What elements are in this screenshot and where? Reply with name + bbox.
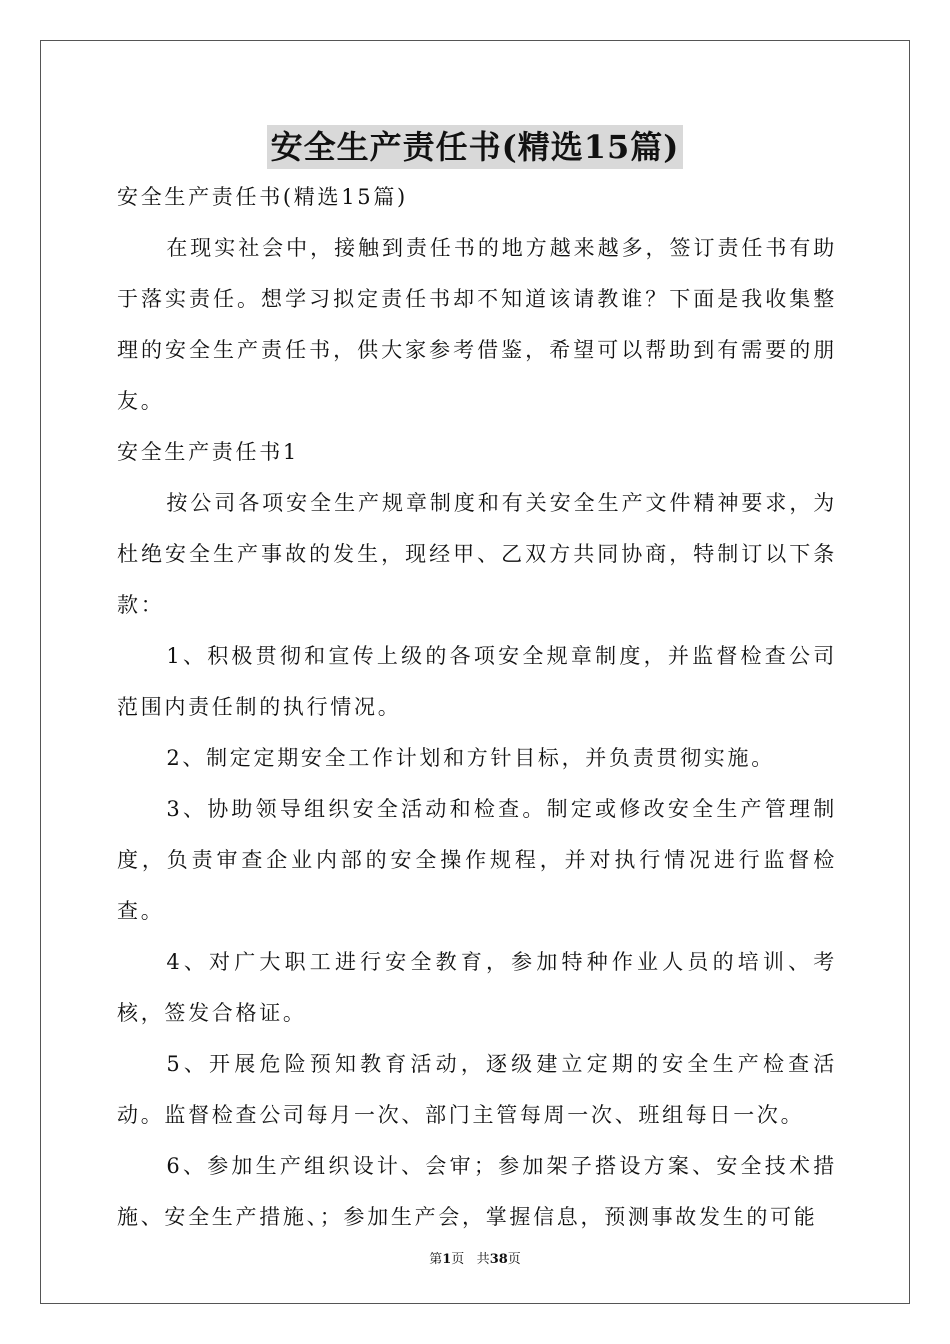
- page-current: 1: [442, 1252, 452, 1267]
- page-footer: [0, 1248, 950, 1267]
- body-paragraph: 2、制定定期安全工作计划和方针目标，并负责贯彻实施。: [166, 746, 775, 770]
- page-total: 38: [489, 1252, 508, 1267]
- document-title: 安全生产责任书(精选15篇): [267, 125, 684, 169]
- body-paragraph: 4、对广大职工进行安全教育，参加特种作业人员的培训、考核，签发合格证。: [117, 950, 837, 1025]
- body-paragraph: 按公司各项安全生产规章制度和有关安全生产文件精神要求，为杜绝安全生产事故的发生，现经甲、乙双方共同协商，特制订以下条款：: [117, 491, 837, 617]
- body-paragraph: 6、参加生产组织设计、会审；参加架子搭设方案、安全技术措施、安全生产措施、；参加生产会，掌握信息，预测事故发生的可能: [117, 1154, 837, 1229]
- section-heading: 安全生产责任书1: [117, 440, 299, 464]
- total-suffix: 页: [507, 1252, 521, 1267]
- intro-paragraph: 在现实社会中，接触到责任书的地方越来越多，签订责任书有助于落实责任。想学习拟定责任书却不知道该请教谁？下面是我收集整理的安全生产责任书，供大家参考借鉴，希望可以帮助到有需要的朋友。: [117, 236, 837, 413]
- title-container: [0, 125, 950, 169]
- body-paragraph: 1、积极贯彻和宣传上级的各项安全规章制度，并监督检查公司范围内责任制的执行情况。: [117, 644, 837, 719]
- body-paragraph: 3、协助领导组织安全活动和检查。制定或修改安全生产管理制度，负责审查企业内部的安全操作规程，并对执行情况进行监督检查。: [117, 797, 837, 923]
- page-suffix: 页: [451, 1252, 465, 1267]
- document-body: [117, 172, 837, 1243]
- body-paragraph: 5、开展危险预知教育活动，逐级建立定期的安全生产检查活动。监督检查公司每月一次、部门主管每周一次、班组每日一次。: [117, 1052, 837, 1127]
- document-subtitle: 安全生产责任书(精选15篇): [117, 185, 408, 209]
- total-prefix: 共: [476, 1252, 490, 1267]
- page-prefix: 第: [429, 1252, 443, 1267]
